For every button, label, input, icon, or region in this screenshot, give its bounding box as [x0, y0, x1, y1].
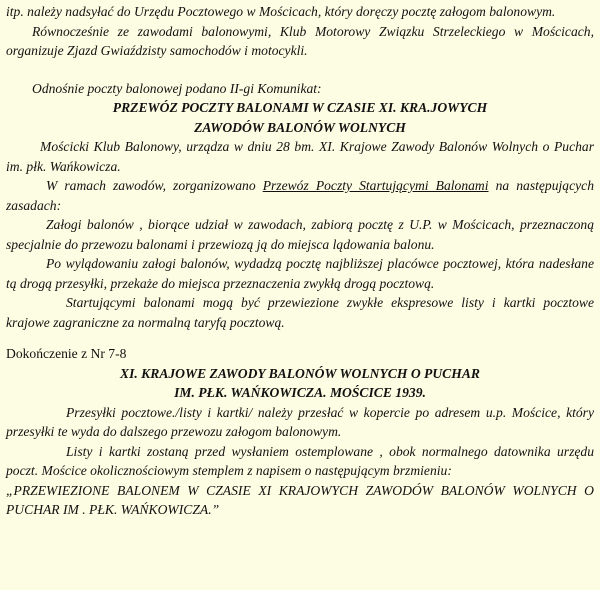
heading-2-line-2: IM. PŁK. WAŃKOWICZA. MOŚCICE 1939.: [174, 385, 426, 400]
text-fragment: na następujących zasadach:: [6, 178, 594, 213]
heading-2-line-1: XI. KRAJOWE ZAWODY BALONÓW WOLNYCH O PUCHAR: [120, 365, 480, 381]
continuation-note: Dokończenie z Nr 7-8: [6, 346, 127, 361]
spacer: [6, 61, 594, 79]
paragraph-mail-items: Przesyłki pocztowe./listy i kartki/ należy przesłać w kopercie po adresem u.p. Mościce, który przesyłki te wyda do dalszego przewozu załogom balonowym.: [6, 404, 594, 439]
postmark-inscription: „PRZEWIEZIONE BALONEM W CZASIE XI KRAJOWYCH ZAWODÓW BALONÓW WOLNYCH O PUCHAR IM . PŁK. WAŃKOWICZA.”: [6, 482, 594, 517]
paragraph-continued: itp. należy nadsyłać do Urzędu Pocztowego w Mościcach, który doręczy pocztę załogom balonowym.: [6, 4, 556, 19]
heading-1-line-2: ZAWODÓW BALONÓW WOLNYCH: [194, 119, 406, 135]
communique-intro: Odnośnie poczty balonowej podano II-gi Komunikat:: [32, 80, 322, 96]
paragraph-postmark: Listy i kartki zostaną przed wysłaniem ostemplowane , obok normalnego datownika urzędu poczt. Mościce okolicznościowym stemplem z napisem o następującym brzmieniu:: [6, 443, 594, 478]
paragraph-mail-transport: [6, 176, 594, 215]
paragraph-club-event: Mościcki Klub Balonowy, urządza w dniu 28 bm. XI. Krajowe Zawody Balonów Wolnych o Puchar im. płk. Wańkowicza.: [6, 139, 594, 174]
spacer: [6, 332, 594, 344]
underlined-phrase: Przewóz Poczty Startującymi Balonami: [262, 178, 489, 193]
text-fragment: W ramach zawodów, zorganizowano: [46, 178, 263, 193]
paragraph-landing: Po wylądowaniu załogi balonów, wydadzą pocztę najbliższej placówce pocztowej, która nadesłane tą drogą przesyłki, przekaże do miejsca przeznaczenia zwykłą drogą pocztową.: [6, 256, 594, 291]
paragraph-car-rally: Równocześnie ze zawodami balonowymi, Klub Motorowy Związku Strzeleckiego w Mościcach, organizuje Zjazd Gwiaździsty samochodów i motocykli.: [6, 23, 594, 58]
paragraph-allowed-mail: Startującymi balonami mogą być przewiezione zwykłe ekspresowe listy i kartki pocztowe krajowe zagraniczne za normalną taryfą pocztową.: [6, 295, 594, 330]
heading-1-line-1: PRZEWÓZ POCZTY BALONAMI W CZASIE XI. KRA.JOWYCH: [112, 100, 488, 115]
paragraph-crews: Załogi balonów , biorące udział w zawodach, zabiorą pocztę z U.P. w Mościcach, przeznaczoną specjalnie do przewozu balonami i przewiozą ją do miejsca lądowania balonu.: [6, 217, 594, 252]
